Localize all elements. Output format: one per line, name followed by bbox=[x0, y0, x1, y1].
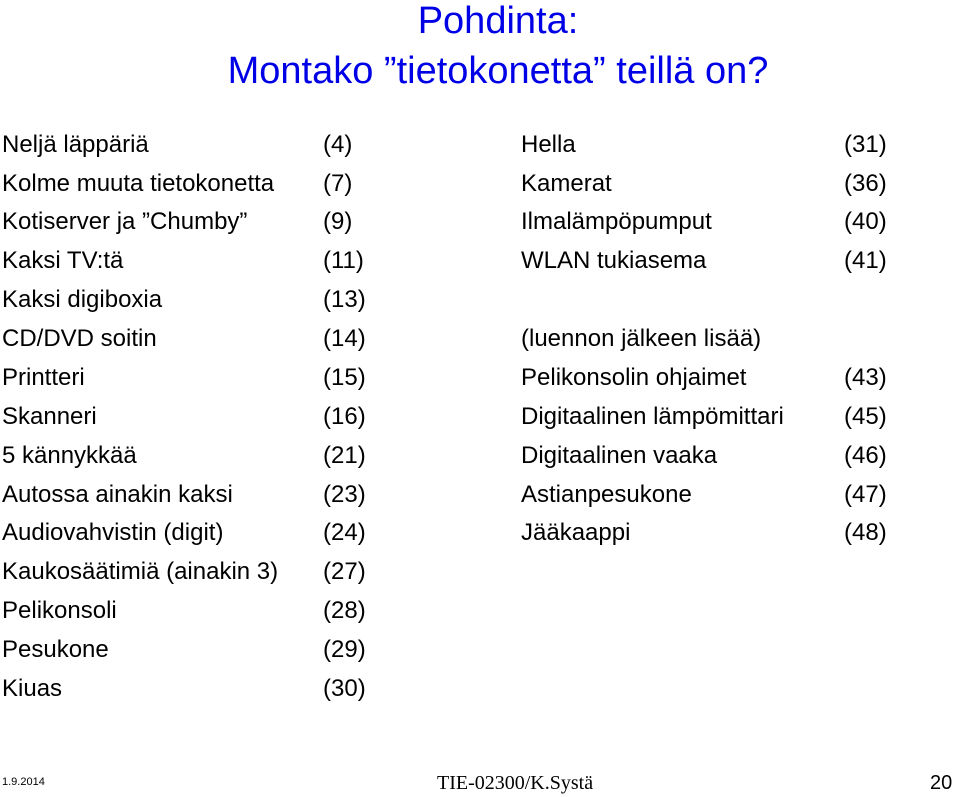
item-count: (7) bbox=[323, 170, 353, 197]
item-count: (31) bbox=[844, 131, 887, 158]
item-label: Digitaalinen lämpömittari bbox=[521, 403, 784, 430]
item-label: Kolme muuta tietokonetta bbox=[2, 170, 275, 197]
item-count: (23) bbox=[323, 481, 366, 508]
item-label: Ilmalämpöpumput bbox=[521, 208, 712, 235]
item-label: Printteri bbox=[2, 364, 85, 391]
item-count: (47) bbox=[844, 481, 887, 508]
item-count: (16) bbox=[323, 403, 366, 430]
item-label: Pelikonsoli bbox=[2, 597, 117, 624]
item-count: (15) bbox=[323, 364, 366, 391]
item-label: Astianpesukone bbox=[521, 481, 692, 508]
item-count: (13) bbox=[323, 286, 366, 313]
page-number: 20 bbox=[930, 772, 953, 794]
item-count: (24) bbox=[323, 519, 366, 546]
item-label: 5 kännykkää bbox=[2, 442, 137, 469]
footer-date: 1.9.2014 bbox=[2, 776, 45, 788]
slide-title-line-2: Montako ”tietokonetta” teillä on? bbox=[227, 50, 769, 92]
item-count: (46) bbox=[844, 442, 887, 469]
note-label: (luennon jälkeen lisää) bbox=[521, 325, 762, 352]
item-label: Skanneri bbox=[2, 403, 97, 430]
item-count: (27) bbox=[323, 558, 366, 585]
item-label: Pesukone bbox=[2, 636, 109, 663]
footer-course-code: TIE-02300/K.Systä bbox=[437, 772, 594, 794]
item-label: Autossa ainakin kaksi bbox=[2, 481, 233, 508]
item-count: (4) bbox=[323, 131, 353, 158]
item-count: (11) bbox=[323, 247, 364, 274]
item-label: CD/DVD soitin bbox=[2, 325, 157, 352]
item-label: Kaukosäätimiä (ainakin 3) bbox=[2, 558, 279, 585]
item-count: (28) bbox=[323, 597, 366, 624]
item-label: Kotiserver ja ”Chumby” bbox=[2, 208, 248, 235]
item-label: Kaksi TV:tä bbox=[2, 247, 124, 274]
item-count: (48) bbox=[844, 519, 887, 546]
item-label: Pelikonsolin ohjaimet bbox=[521, 364, 747, 391]
item-label: Neljä läppäriä bbox=[2, 131, 149, 158]
item-count: (29) bbox=[323, 636, 366, 663]
item-count: (9) bbox=[323, 208, 353, 235]
slide-title-line-1: Pohdinta: bbox=[417, 0, 579, 42]
item-count: (30) bbox=[323, 675, 366, 702]
item-count: (21) bbox=[323, 442, 366, 469]
slide-footer bbox=[0, 772, 960, 797]
item-count: (14) bbox=[323, 325, 366, 352]
item-count: (40) bbox=[844, 208, 887, 235]
item-count: (41) bbox=[844, 247, 887, 274]
item-label: Kaksi digiboxia bbox=[2, 286, 163, 313]
item-label: Jääkaappi bbox=[521, 519, 631, 546]
item-label: Kiuas bbox=[2, 675, 63, 702]
item-label: Digitaalinen vaaka bbox=[521, 442, 718, 469]
item-label: WLAN tukiasema bbox=[521, 247, 707, 274]
item-label: Audiovahvistin (digit) bbox=[2, 519, 224, 546]
item-label: Kamerat bbox=[521, 170, 612, 197]
item-count: (45) bbox=[844, 403, 887, 430]
item-count: (36) bbox=[844, 170, 887, 197]
item-label: Hella bbox=[521, 131, 576, 158]
item-count: (43) bbox=[844, 364, 887, 391]
